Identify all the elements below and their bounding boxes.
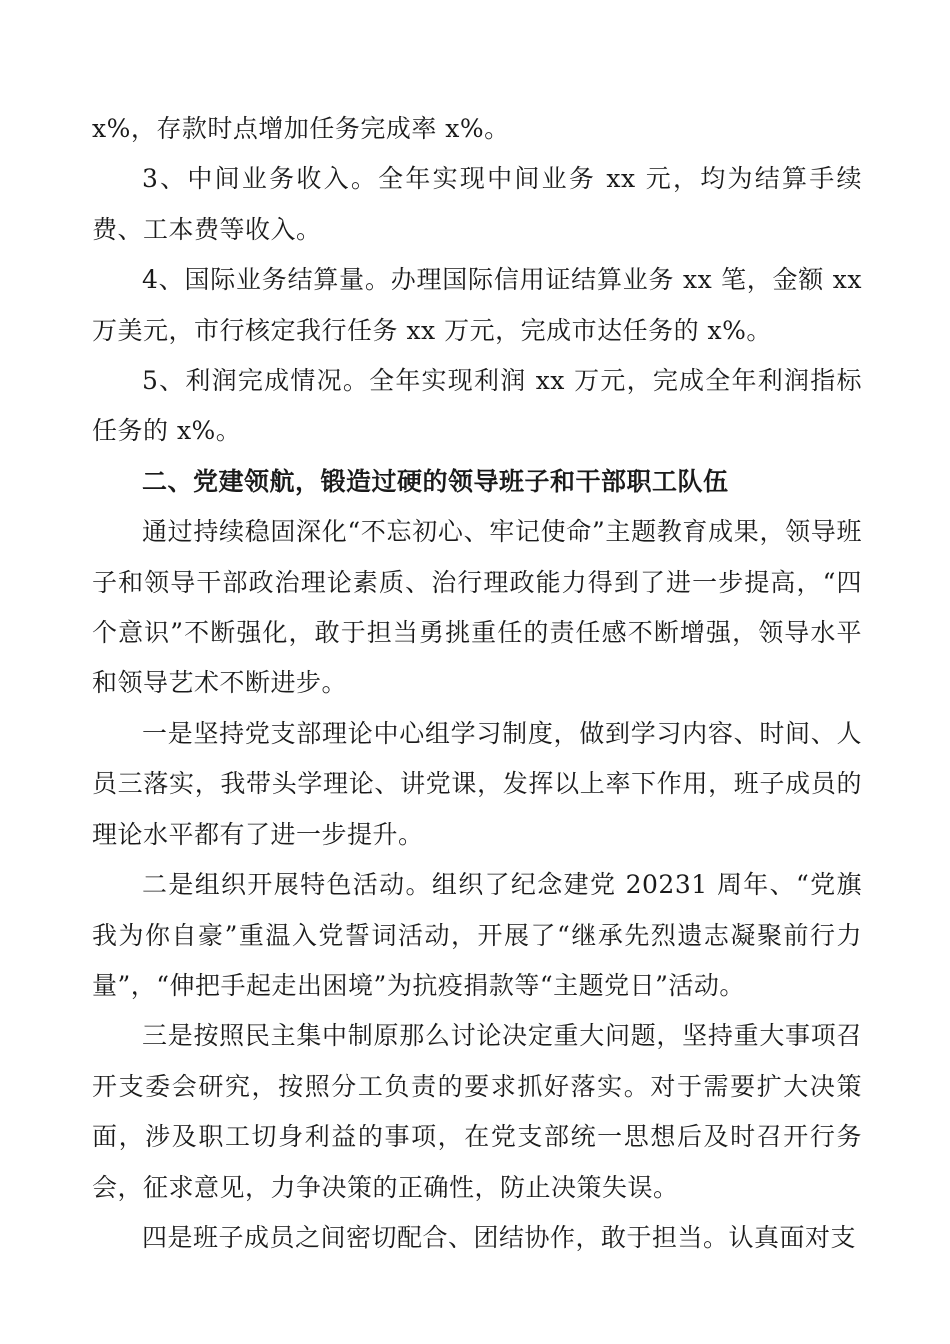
section-heading-2: 二、党建领航，锻造过硬的领导班子和干部职工队伍 — [142, 466, 729, 496]
paragraph-1: x%，存款时点增加任务完成率 x%。 — [92, 114, 510, 143]
paragraph-point-3: 三是按照民主集中制原那么讨论决定重大问题，坚持重大事项召开支委会研究，按照分工负责的要求抓好落实。对于需要扩大决策面，涉及职工切身利益的事项，在党支部统一思想后及时召开行务会，征求意见，力争决策的正确性，防止决策失误。 — [92, 1021, 862, 1202]
document-page — [92, 104, 862, 1263]
paragraph-point-4: 四是班子成员之间密切配合、团结协作，敢于担当。认真面对支 — [142, 1222, 857, 1252]
paragraph-party-intro: 通过持续稳固深化“不忘初心、牢记使命”主题教育成果，领导班子和领导干部政治理论素质、治行理政能力得到了进一步提高，“四个意识”不断强化，敢于担当勇挑重任的责任感不断增强，领导水平和领导艺术不断进步。 — [92, 517, 862, 698]
paragraph-international-settlement: 4、国际业务结算量。办理国际信用证结算业务 xx 笔，金额 xx 万美元，市行核定我行任务 xx 万元，完成市达任务的 x%。 — [92, 265, 862, 345]
paragraph-point-2: 二是组织开展特色活动。组织了纪念建党 20231 周年、“党旗我为你自豪”重温入党誓词活动，开展了“继承先烈遗志凝聚前行力量”，“伸把手起走出困境”为抗疫捐款等“主题党日”活动。 — [92, 870, 862, 1000]
paragraph-point-1: 一是坚持党支部理论中心组学习制度，做到学习内容、时间、人员三落实，我带头学理论、讲党课，发挥以上率下作用，班子成员的理论水平都有了进一步提升。 — [92, 718, 862, 849]
paragraph-intermediate-income: 3、中间业务收入。全年实现中间业务 xx 元，均为结算手续费、工本费等收入。 — [92, 164, 862, 244]
paragraph-profit: 5、利润完成情况。全年实现利润 xx 万元，完成全年利润指标任务的 x%。 — [92, 366, 862, 446]
